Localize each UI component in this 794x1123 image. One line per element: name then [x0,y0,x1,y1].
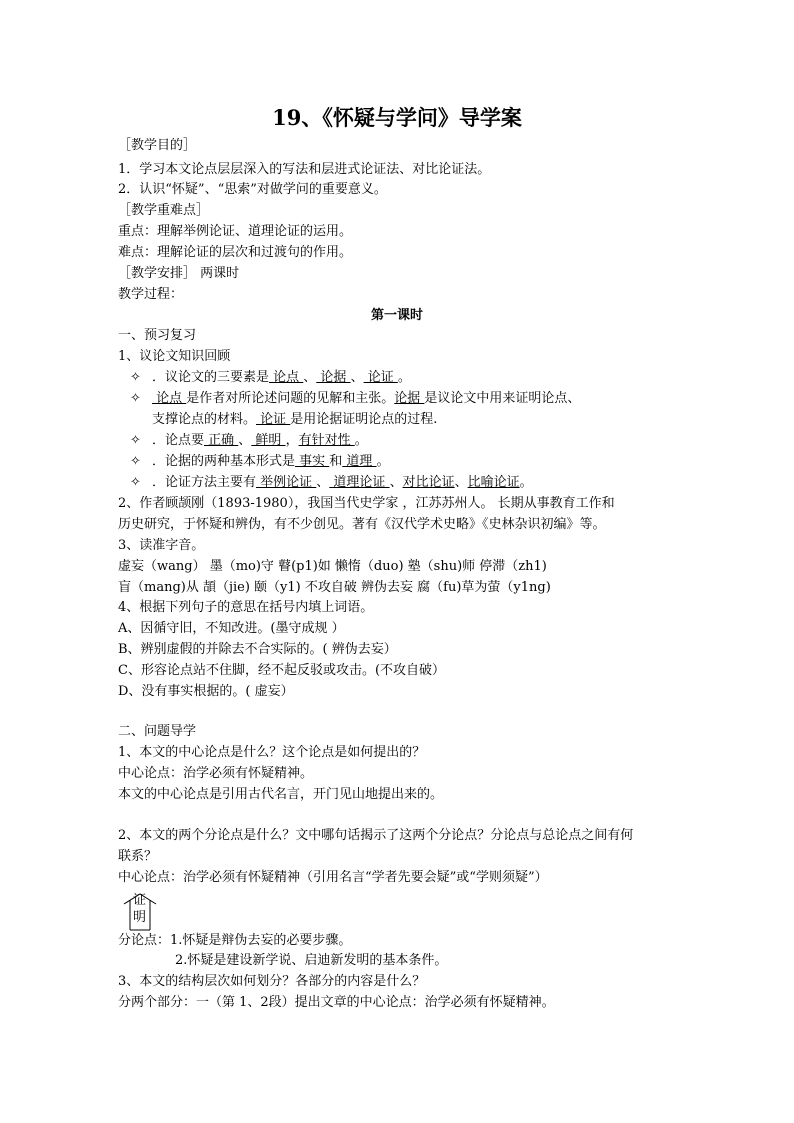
preview-item-1: 1、议论文知识回顾 [118,349,231,364]
arrow-label-ming: 明 [133,910,147,925]
goal-2: 2．认识“怀疑”、“思索”对做学问的重要意义。 [118,182,387,197]
answer-c: C、形容论点站不住脚，经不起反驳或攻击。(不攻自破） [118,663,446,678]
question-3-answer-1: 分两个部分：一（第 1、2段）提出文章的中心论点：治学必须有怀疑精神。 [118,995,555,1010]
diamond-bullet-icon: ✧ [130,433,141,448]
question-1-answer-2: 本文的中心论点是引用古代名言，开门见山地提出来的。 [118,787,444,802]
preview-item-3: 3、读准字音。 [118,538,205,553]
difficult-point: 难点：理解论证的层次和过渡句的作用。 [118,245,353,260]
goals-heading: ［教学目的］ [118,138,197,153]
bullet-line-3: ✧ ．论点要 正确 、 鲜明 ，有针对性 。 [130,433,368,448]
preview-item-2-line-2: 历史研究，于怀疑和辨伪，有不少创见。著有《汉代学术史略》《史林杂识初编》等。 [118,517,606,532]
answer-a: A、因循守旧，不知改进。(墨守成规 ） [118,621,345,636]
pronunciation-line-1: 虚妄（wang） 墨（mo)守 瞽(p1)如 懒惰（duo) 塾（shu)师 停滞（zh1) [118,559,547,574]
diamond-bullet-icon: ✧ [130,391,141,406]
preview-heading: 一、预习复习 [118,328,197,343]
bullet-line-2: ✧ 论点 是作者对所论述问题的见解和主张。论据 是议论文中用来证明论点、 [130,391,581,406]
preview-item-2-line-1: 2、作者顾颉刚（1893-1980），我国当代史学家 ，江苏苏州人。 长期从事教育工作和 [118,496,615,511]
sub-point-1: 分论点：1.怀疑是辩伪去妄的必要步骤。 [118,933,352,948]
bullet-line-4: ✧ ．论据的两种基本形式是 事实 和 道理 。 [130,454,390,469]
pronunciation-line-2: 盲（mang)从 頡（jie) 颐（y1) 不攻自破 辨伪去妄 腐（fu)草为萤（y1ng) [118,580,551,595]
diamond-bullet-icon: ✧ [130,475,141,490]
question-2-answer-1: 中心论点：治学必须有怀疑精神（引用名言“学者先要会疑”或“学则须疑”） [118,870,548,885]
question-2-line-2: 联系？ [118,849,158,864]
bullet-line-1: ✧ ．议论文的三要素是 论点 、 论据 、 论证 。 [130,370,411,385]
guide-heading: 二、问题导学 [118,724,197,739]
arrow-label-zheng: 证 [133,893,147,908]
schedule: ［教学安排］ 两课时 [118,266,240,281]
answer-d: D、没有事实根据的。( 虚妄） [118,684,294,699]
diamond-bullet-icon: ✧ [130,370,141,385]
diamond-bullet-icon: ✧ [130,454,141,469]
lesson-title: 第一课时 [370,308,423,323]
question-1: 1、本文的中心论点是什么？这个论点是如何提出的？ [118,745,426,760]
sub-point-2: 2.怀疑是建设新学说、启迪新发明的基本条件。 [175,953,448,968]
answer-b: B、辨别虚假的并除去不合实际的。( 辨伪去妄） [118,642,397,657]
bullet-line-5: ✧ ．论证方法主要有 举例论证 、 道理论证 、对比论证、比喻论证。 [130,475,533,490]
goal-1: 1．学习本文论点层层深入的写法和层进式论证法、对比论证法。 [118,162,491,177]
question-2-line-1: 2、本文的两个分论点是什么？文中哪句话揭示了这两个分论点？分论点与总论点之间有何 [118,828,634,843]
page-title: 19、《怀疑与学问》导学案 [272,105,522,130]
key-heading: ［教学重难点］ [118,203,210,218]
preview-item-4: 4、根据下列句子的意思在括号内填上词语。 [118,600,374,615]
question-1-answer-1: 中心论点：治学必须有怀疑精神。 [118,766,314,781]
key-point: 重点：理解举例论证、道理论证的运用。 [118,224,353,239]
question-3: 3、本文的结构层次如何划分？各部分的内容是什么？ [118,974,426,989]
bullet-line-2-cont: 支撑论点的材料。 论证 是用论据证明论点的过程. [152,412,438,427]
process-label: 教学过程： [118,287,184,302]
